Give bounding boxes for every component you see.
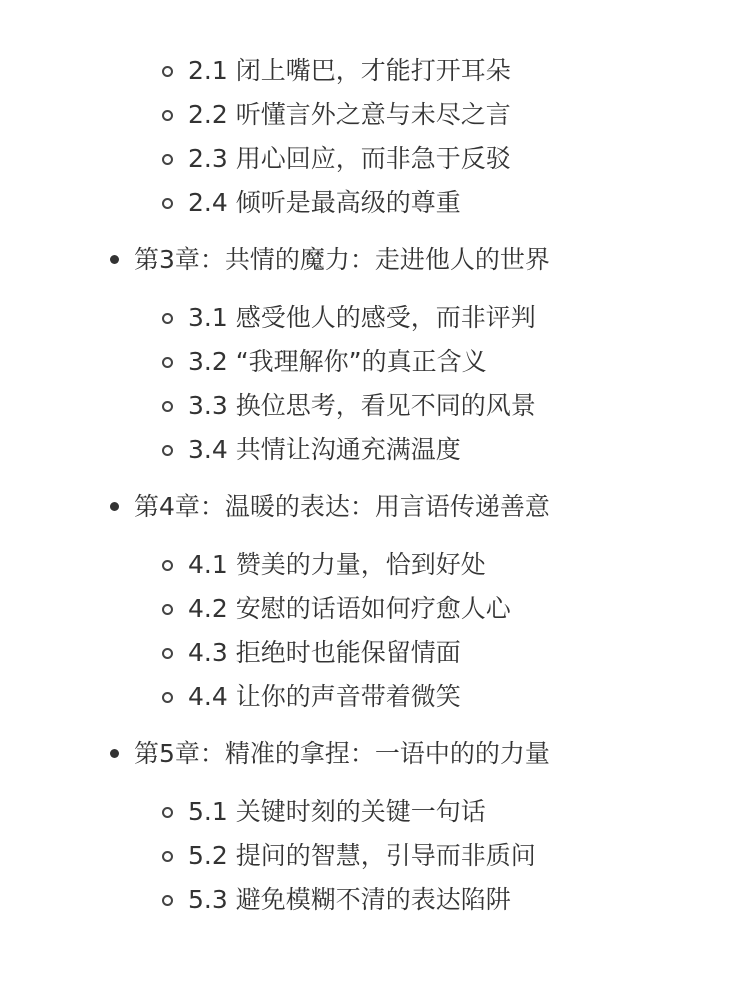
section-title: 4.3 拒绝时也能保留情面 — [188, 638, 461, 667]
chapter-title: 第4章：温暖的表达：用言语传递善意 — [134, 492, 550, 521]
chapter-title: 第5章：精准的拿捏：一语中的的力量 — [134, 739, 550, 768]
section-title: 2.2 听懂言外之意与未尽之言 — [188, 100, 511, 129]
section-title: 4.4 让你的声音带着微笑 — [188, 682, 461, 711]
hollow-bullet-icon — [162, 401, 173, 412]
section-title: 3.4 共情让沟通充满温度 — [188, 435, 461, 464]
section-title: 4.1 赞美的力量，恰到好处 — [188, 550, 486, 579]
hollow-bullet-icon — [162, 895, 173, 906]
hollow-bullet-icon — [162, 357, 173, 368]
hollow-bullet-icon — [162, 445, 173, 456]
filled-bullet-icon — [110, 255, 119, 264]
section-title: 3.3 换位思考，看见不同的风景 — [188, 391, 536, 420]
filled-bullet-icon — [110, 502, 119, 511]
section-title: 5.2 提问的智慧，引导而非质问 — [188, 841, 536, 870]
hollow-bullet-icon — [162, 154, 173, 165]
hollow-bullet-icon — [162, 692, 173, 703]
hollow-bullet-icon — [162, 648, 173, 659]
hollow-bullet-icon — [162, 313, 173, 324]
section-title: 2.1 闭上嘴巴，才能打开耳朵 — [188, 56, 511, 85]
filled-bullet-icon — [110, 749, 119, 758]
section-title: 4.2 安慰的话语如何疗愈人心 — [188, 594, 511, 623]
hollow-bullet-icon — [162, 198, 173, 209]
hollow-bullet-icon — [162, 807, 173, 818]
hollow-bullet-icon — [162, 604, 173, 615]
section-title: 5.3 避免模糊不清的表达陷阱 — [188, 885, 511, 914]
section-title: 5.1 关键时刻的关键一句话 — [188, 797, 486, 826]
section-title: 2.3 用心回应，而非急于反驳 — [188, 144, 511, 173]
section-title: 3.1 感受他人的感受，而非评判 — [188, 303, 536, 332]
hollow-bullet-icon — [162, 560, 173, 571]
hollow-bullet-icon — [162, 110, 173, 121]
section-title: 2.4 倾听是最高级的尊重 — [188, 188, 461, 217]
hollow-bullet-icon — [162, 851, 173, 862]
hollow-bullet-icon — [162, 66, 173, 77]
chapter-title: 第3章：共情的魔力：走进他人的世界 — [134, 245, 550, 274]
section-title: 3.2 “我理解你”的真正含义 — [188, 347, 487, 376]
